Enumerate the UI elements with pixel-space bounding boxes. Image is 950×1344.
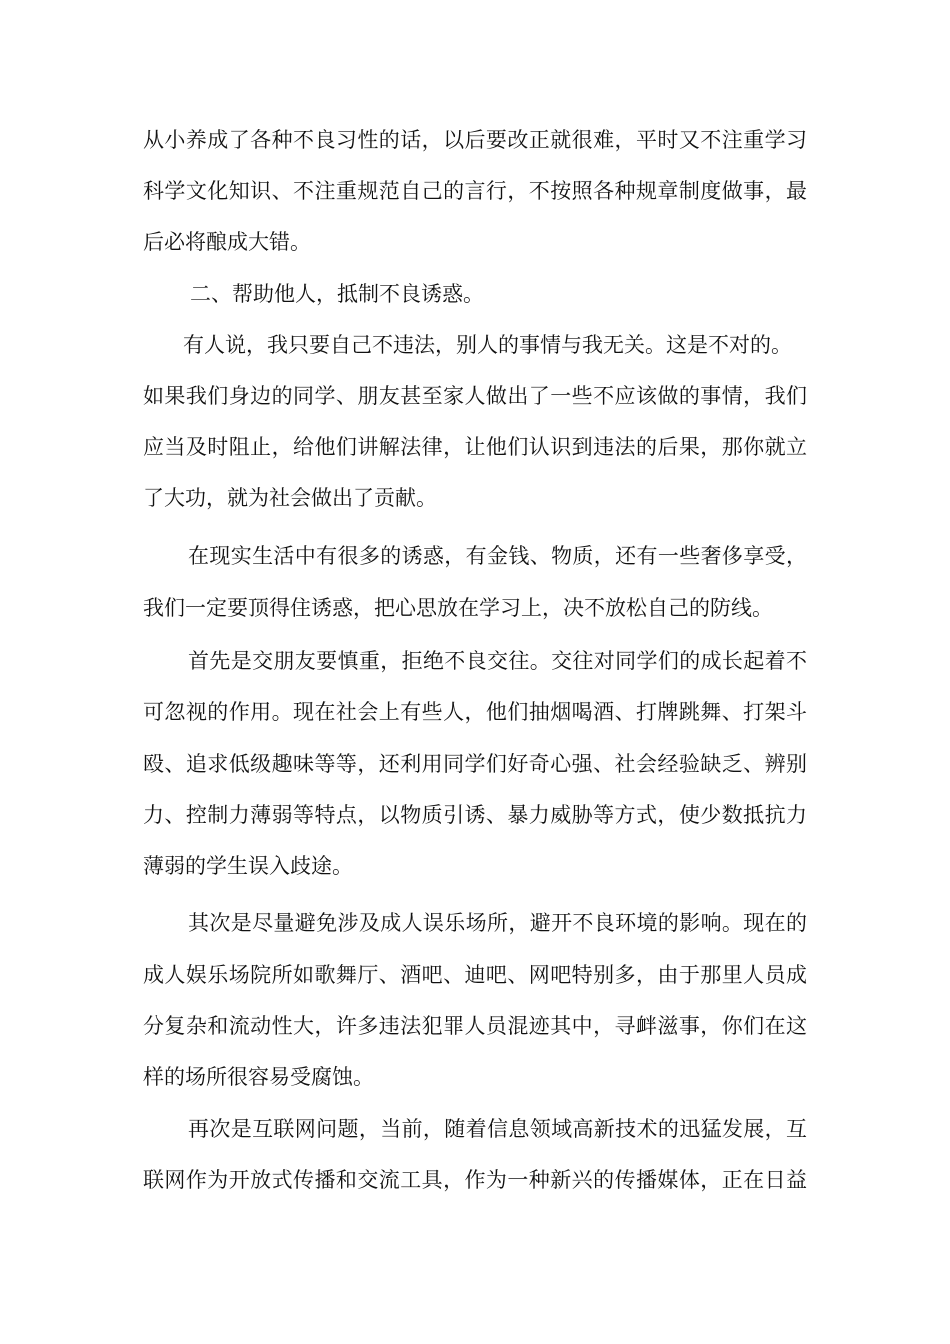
text-line	[0, 1160, 950, 1200]
text-line	[0, 478, 950, 518]
text-line	[0, 376, 950, 416]
text-line	[0, 1109, 950, 1149]
line-text: 应当及时阻止，给他们讲解法律，让他们认识到违法的后果，那你就立	[143, 435, 807, 459]
text-line	[0, 427, 950, 467]
text-line	[0, 325, 950, 365]
line-text: 力、控制力薄弱等特点，以物质引诱、暴力威胁等方式，使少数抵抗力	[143, 803, 807, 827]
line-text: 了大功，就为社会做出了贡献。	[143, 486, 437, 510]
text-line	[0, 120, 950, 160]
text-line	[0, 846, 950, 886]
text-line	[0, 536, 950, 576]
line-text: 在现实生活中有很多的诱惑，有金钱、物质，还有一些奢侈享受，	[188, 544, 807, 568]
line-text: 成人娱乐场院所如歌舞厅、酒吧、迪吧、网吧特别多，由于那里人员成	[143, 963, 807, 987]
line-text: 从小养成了各种不良习性的话，以后要改正就很难，平时又不注重学习	[143, 128, 807, 152]
text-line	[0, 641, 950, 681]
text-line	[0, 1006, 950, 1046]
text-line	[0, 222, 950, 262]
line-text: 首先是交朋友要慎重，拒绝不良交往。交往对同学们的成长起着不	[188, 649, 807, 673]
line-text: 后必将酿成大错。	[143, 230, 311, 254]
text-line	[0, 588, 950, 628]
text-line	[0, 1057, 950, 1097]
text-line	[0, 692, 950, 732]
line-text: 有人说，我只要自己不违法，别人的事情与我无关。这是不对的。	[183, 333, 792, 357]
text-line	[0, 795, 950, 835]
line-text: 如果我们身边的同学、朋友甚至家人做出了一些不应该做的事情，我们	[143, 384, 807, 408]
text-line	[0, 744, 950, 784]
line-text: 其次是尽量避免涉及成人误乐场所，避开不良环境的影响。现在的	[188, 911, 807, 935]
text-line	[0, 955, 950, 995]
line-text: 科学文化知识、不注重规范自己的言行，不按照各种规章制度做事，最	[143, 179, 807, 203]
line-text: 我们一定要顶得住诱惑，把心思放在学习上，决不放松自己的防线。	[143, 596, 773, 620]
line-text: 分复杂和流动性大，许多违法犯罪人员混迹其中，寻衅滋事，你们在这	[143, 1014, 807, 1038]
text-line	[0, 171, 950, 211]
line-text: 可忽视的作用。现在社会上有些人，他们抽烟喝酒、打牌跳舞、打架斗	[143, 700, 807, 724]
text-line	[0, 903, 950, 943]
line-text: 样的场所很容易受腐蚀。	[143, 1065, 374, 1089]
line-text: 再次是互联网问题，当前，随着信息领域高新技术的迅猛发展，互	[188, 1117, 807, 1141]
line-text: 联网作为开放式传播和交流工具，作为一种新兴的传播媒体，正在日益	[143, 1168, 807, 1192]
line-text: 殴、追求低级趣味等等，还利用同学们好奇心强、社会经验缺乏、辨别	[143, 752, 807, 776]
section-heading	[0, 274, 950, 314]
line-text: 薄弱的学生误入歧途。	[143, 854, 353, 878]
heading-text: 二、帮助他人，抵制不良诱惑。	[190, 282, 484, 306]
